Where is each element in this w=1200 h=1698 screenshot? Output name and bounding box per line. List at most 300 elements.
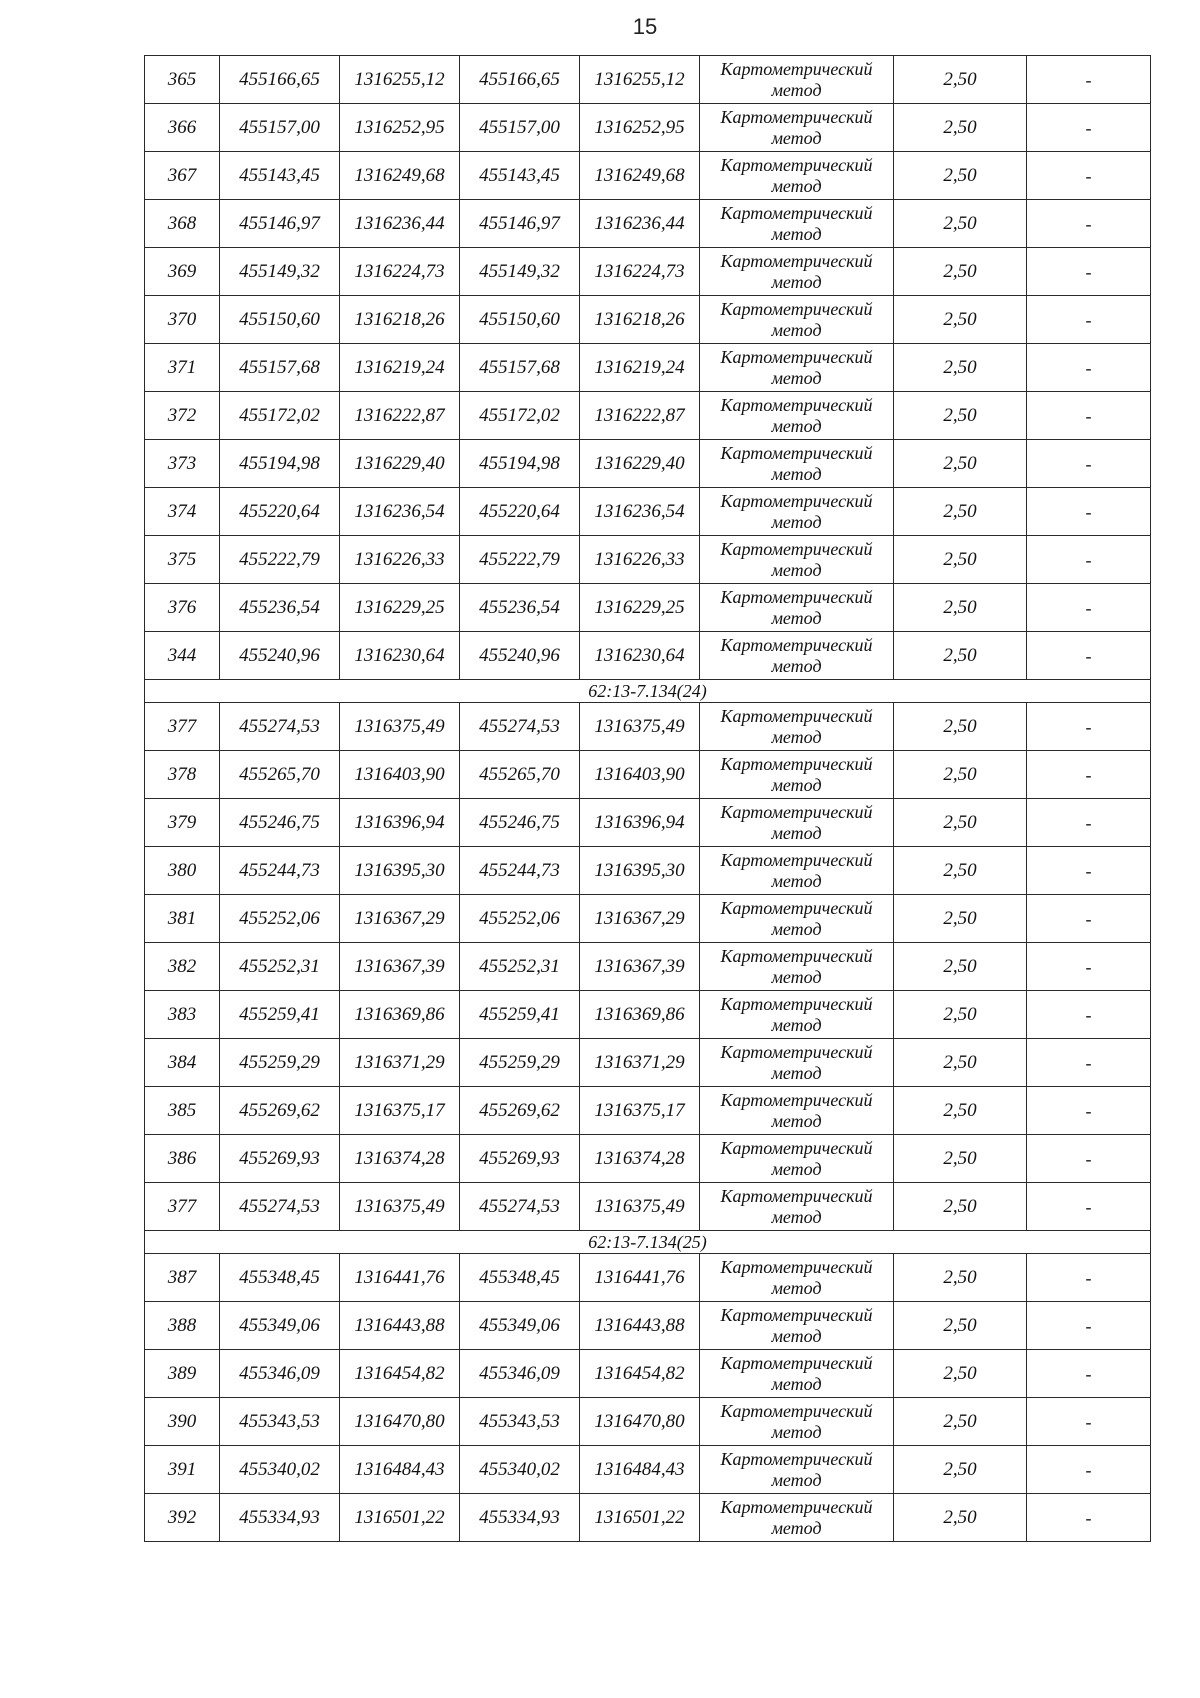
method-line-1: Картометрический [720,1256,873,1277]
new-y-cell: 1316369,86 [580,991,700,1039]
existing-x-cell: 455349,06 [220,1302,340,1350]
point-number-cell: 389 [145,1350,220,1398]
accuracy-cell: 2,50 [894,296,1027,344]
table-row [145,344,1151,392]
table-row [145,703,1151,751]
table-row [145,56,1151,104]
point-number-cell: 384 [145,1039,220,1087]
existing-x-cell: 455166,65 [220,56,340,104]
method-line-2: метод [771,607,822,628]
method-cell [700,584,894,632]
description-cell: - [1027,1183,1151,1231]
method-cell [700,488,894,536]
new-x-cell: 455259,41 [460,991,580,1039]
accuracy-cell: 2,50 [894,536,1027,584]
table-row [145,751,1151,799]
accuracy-cell: 2,50 [894,1302,1027,1350]
method-cell [700,1446,894,1494]
method-cell [700,799,894,847]
existing-y-cell: 1316395,30 [340,847,460,895]
description-cell: - [1027,703,1151,751]
method-line-1: Картометрический [720,1089,873,1110]
new-x-cell: 455265,70 [460,751,580,799]
existing-x-cell: 455348,45 [220,1254,340,1302]
table-row [145,584,1151,632]
section-header-row [145,680,1151,703]
method-cell [700,703,894,751]
accuracy-cell: 2,50 [894,1039,1027,1087]
method-line-2: метод [771,870,822,891]
method-line-2: метод [771,1469,822,1490]
existing-x-cell: 455244,73 [220,847,340,895]
description-cell: - [1027,799,1151,847]
existing-y-cell: 1316369,86 [340,991,460,1039]
existing-y-cell: 1316484,43 [340,1446,460,1494]
table-row [145,248,1151,296]
method-line-2: метод [771,822,822,843]
method-cell [700,751,894,799]
new-x-cell: 455150,60 [460,296,580,344]
new-y-cell: 1316367,39 [580,943,700,991]
new-x-cell: 455236,54 [460,584,580,632]
description-cell: - [1027,1302,1151,1350]
accuracy-cell: 2,50 [894,584,1027,632]
accuracy-cell: 2,50 [894,248,1027,296]
method-line-2: метод [771,175,822,196]
existing-x-cell: 455269,62 [220,1087,340,1135]
method-line-1: Картометрический [720,1352,873,1373]
existing-y-cell: 1316236,44 [340,200,460,248]
new-x-cell: 455244,73 [460,847,580,895]
method-line-1: Картометрический [720,753,873,774]
method-cell [700,1039,894,1087]
accuracy-cell: 2,50 [894,200,1027,248]
method-line-2: метод [771,1110,822,1131]
new-y-cell: 1316229,25 [580,584,700,632]
point-number-cell: 374 [145,488,220,536]
accuracy-cell: 2,50 [894,152,1027,200]
method-line-1: Картометрический [720,1185,873,1206]
point-number-cell: 379 [145,799,220,847]
new-x-cell: 455269,62 [460,1087,580,1135]
new-x-cell: 455346,09 [460,1350,580,1398]
method-line-1: Картометрический [720,106,873,127]
method-line-2: метод [771,319,822,340]
method-line-2: метод [771,1421,822,1442]
method-line-1: Картометрический [720,490,873,511]
method-cell [700,56,894,104]
existing-y-cell: 1316224,73 [340,248,460,296]
table-row [145,632,1151,680]
new-x-cell: 455269,93 [460,1135,580,1183]
accuracy-cell: 2,50 [894,488,1027,536]
section-title: 62:13-7.134(25) [145,1231,1151,1254]
existing-y-cell: 1316226,33 [340,536,460,584]
existing-x-cell: 455252,06 [220,895,340,943]
description-cell: - [1027,632,1151,680]
table-row [145,1135,1151,1183]
method-line-1: Картометрический [720,849,873,870]
accuracy-cell: 2,50 [894,56,1027,104]
method-line-1: Картометрический [720,945,873,966]
existing-x-cell: 455146,97 [220,200,340,248]
point-number-cell: 382 [145,943,220,991]
method-line-2: метод [771,726,822,747]
existing-y-cell: 1316443,88 [340,1302,460,1350]
new-y-cell: 1316443,88 [580,1302,700,1350]
point-number-cell: 385 [145,1087,220,1135]
table-row [145,392,1151,440]
description-cell: - [1027,1350,1151,1398]
description-cell: - [1027,1135,1151,1183]
existing-y-cell: 1316219,24 [340,344,460,392]
new-y-cell: 1316226,33 [580,536,700,584]
description-cell: - [1027,56,1151,104]
new-y-cell: 1316441,76 [580,1254,700,1302]
method-line-1: Картометрический [720,1304,873,1325]
method-line-1: Картометрический [720,154,873,175]
existing-y-cell: 1316454,82 [340,1350,460,1398]
table-row [145,488,1151,536]
existing-y-cell: 1316470,80 [340,1398,460,1446]
method-cell [700,1135,894,1183]
point-number-cell: 373 [145,440,220,488]
method-cell [700,1183,894,1231]
new-y-cell: 1316236,44 [580,200,700,248]
existing-y-cell: 1316222,87 [340,392,460,440]
new-y-cell: 1316375,17 [580,1087,700,1135]
accuracy-cell: 2,50 [894,1135,1027,1183]
existing-y-cell: 1316229,40 [340,440,460,488]
new-y-cell: 1316224,73 [580,248,700,296]
point-number-cell: 376 [145,584,220,632]
method-line-1: Картометрический [720,1400,873,1421]
new-x-cell: 455220,64 [460,488,580,536]
new-x-cell: 455172,02 [460,392,580,440]
method-line-1: Картометрический [720,442,873,463]
existing-x-cell: 455157,00 [220,104,340,152]
point-number-cell: 380 [145,847,220,895]
accuracy-cell: 2,50 [894,895,1027,943]
description-cell: - [1027,895,1151,943]
existing-y-cell: 1316252,95 [340,104,460,152]
existing-x-cell: 455274,53 [220,1183,340,1231]
section-header-row [145,1231,1151,1254]
accuracy-cell: 2,50 [894,703,1027,751]
method-line-1: Картометрический [720,298,873,319]
table-row [145,440,1151,488]
method-cell [700,296,894,344]
new-x-cell: 455240,96 [460,632,580,680]
table-row [145,200,1151,248]
new-x-cell: 455166,65 [460,56,580,104]
method-line-1: Картометрический [720,1041,873,1062]
method-line-1: Картометрический [720,705,873,726]
table-row [145,1350,1151,1398]
existing-y-cell: 1316441,76 [340,1254,460,1302]
method-line-2: метод [771,511,822,532]
accuracy-cell: 2,50 [894,632,1027,680]
method-cell [700,1398,894,1446]
accuracy-cell: 2,50 [894,991,1027,1039]
method-cell [700,392,894,440]
accuracy-cell: 2,50 [894,344,1027,392]
new-y-cell: 1316229,40 [580,440,700,488]
existing-y-cell: 1316367,39 [340,943,460,991]
existing-x-cell: 455265,70 [220,751,340,799]
point-number-cell: 387 [145,1254,220,1302]
existing-x-cell: 455240,96 [220,632,340,680]
existing-x-cell: 455157,68 [220,344,340,392]
method-cell [700,847,894,895]
accuracy-cell: 2,50 [894,799,1027,847]
new-x-cell: 455343,53 [460,1398,580,1446]
method-cell [700,1087,894,1135]
table-row [145,895,1151,943]
existing-x-cell: 455246,75 [220,799,340,847]
accuracy-cell: 2,50 [894,1087,1027,1135]
method-cell [700,248,894,296]
method-cell [700,1350,894,1398]
new-y-cell: 1316371,29 [580,1039,700,1087]
method-line-1: Картометрический [720,897,873,918]
table-row [145,799,1151,847]
existing-x-cell: 455259,29 [220,1039,340,1087]
method-cell [700,200,894,248]
point-number-cell: 377 [145,703,220,751]
existing-y-cell: 1316403,90 [340,751,460,799]
method-line-2: метод [771,1373,822,1394]
new-x-cell: 455146,97 [460,200,580,248]
method-cell [700,1494,894,1542]
existing-x-cell: 455346,09 [220,1350,340,1398]
method-line-2: метод [771,1325,822,1346]
method-cell [700,104,894,152]
accuracy-cell: 2,50 [894,943,1027,991]
table-row [145,1494,1151,1542]
table-row [145,1398,1151,1446]
point-number-cell: 368 [145,200,220,248]
accuracy-cell: 2,50 [894,1446,1027,1494]
point-number-cell: 390 [145,1398,220,1446]
method-line-2: метод [771,127,822,148]
method-line-1: Картометрический [720,993,873,1014]
new-x-cell: 455222,79 [460,536,580,584]
point-number-cell: 371 [145,344,220,392]
existing-y-cell: 1316236,54 [340,488,460,536]
method-line-1: Картометрический [720,634,873,655]
method-line-1: Картометрический [720,1496,873,1517]
accuracy-cell: 2,50 [894,392,1027,440]
point-number-cell: 378 [145,751,220,799]
method-line-2: метод [771,415,822,436]
existing-x-cell: 455143,45 [220,152,340,200]
method-line-2: метод [771,918,822,939]
table-row [145,847,1151,895]
new-x-cell: 455157,00 [460,104,580,152]
table-row [145,991,1151,1039]
method-line-2: метод [771,463,822,484]
description-cell: - [1027,1254,1151,1302]
description-cell: - [1027,536,1151,584]
description-cell: - [1027,847,1151,895]
method-line-1: Картометрический [720,346,873,367]
point-number-cell: 386 [145,1135,220,1183]
new-y-cell: 1316484,43 [580,1446,700,1494]
method-cell [700,1302,894,1350]
point-number-cell: 372 [145,392,220,440]
method-line-2: метод [771,966,822,987]
existing-x-cell: 455149,32 [220,248,340,296]
new-x-cell: 455340,02 [460,1446,580,1494]
existing-y-cell: 1316230,64 [340,632,460,680]
accuracy-cell: 2,50 [894,847,1027,895]
new-y-cell: 1316236,54 [580,488,700,536]
method-line-2: метод [771,271,822,292]
new-x-cell: 455274,53 [460,703,580,751]
existing-y-cell: 1316229,25 [340,584,460,632]
method-line-2: метод [771,1014,822,1035]
new-y-cell: 1316230,64 [580,632,700,680]
new-y-cell: 1316252,95 [580,104,700,152]
existing-y-cell: 1316374,28 [340,1135,460,1183]
description-cell: - [1027,584,1151,632]
accuracy-cell: 2,50 [894,1398,1027,1446]
description-cell: - [1027,152,1151,200]
description-cell: - [1027,1398,1151,1446]
accuracy-cell: 2,50 [894,1350,1027,1398]
method-cell [700,152,894,200]
existing-y-cell: 1316375,49 [340,703,460,751]
method-line-2: метод [771,1277,822,1298]
method-line-1: Картометрический [720,538,873,559]
new-y-cell: 1316470,80 [580,1398,700,1446]
existing-x-cell: 455236,54 [220,584,340,632]
existing-y-cell: 1316375,49 [340,1183,460,1231]
existing-y-cell: 1316255,12 [340,56,460,104]
new-x-cell: 455157,68 [460,344,580,392]
description-cell: - [1027,1087,1151,1135]
page-number: 15 [632,14,658,39]
point-number-cell: 367 [145,152,220,200]
method-line-2: метод [771,1517,822,1538]
existing-y-cell: 1316367,29 [340,895,460,943]
existing-x-cell: 455220,64 [220,488,340,536]
existing-y-cell: 1316375,17 [340,1087,460,1135]
description-cell: - [1027,296,1151,344]
method-cell [700,943,894,991]
new-y-cell: 1316395,30 [580,847,700,895]
method-line-1: Картометрический [720,250,873,271]
method-line-2: метод [771,367,822,388]
point-number-cell: 381 [145,895,220,943]
method-cell [700,536,894,584]
method-cell [700,895,894,943]
existing-x-cell: 455334,93 [220,1494,340,1542]
description-cell: - [1027,440,1151,488]
existing-x-cell: 455172,02 [220,392,340,440]
existing-x-cell: 455343,53 [220,1398,340,1446]
coordinates-table [144,55,1151,1542]
method-cell [700,440,894,488]
table-row [145,1039,1151,1087]
description-cell: - [1027,991,1151,1039]
existing-x-cell: 455274,53 [220,703,340,751]
description-cell: - [1027,200,1151,248]
table-row [145,1302,1151,1350]
description-cell: - [1027,943,1151,991]
point-number-cell: 392 [145,1494,220,1542]
method-line-2: метод [771,1158,822,1179]
new-x-cell: 455194,98 [460,440,580,488]
existing-y-cell: 1316249,68 [340,152,460,200]
point-number-cell: 375 [145,536,220,584]
description-cell: - [1027,392,1151,440]
description-cell: - [1027,1446,1151,1494]
accuracy-cell: 2,50 [894,1254,1027,1302]
accuracy-cell: 2,50 [894,1494,1027,1542]
new-y-cell: 1316222,87 [580,392,700,440]
description-cell: - [1027,248,1151,296]
method-line-1: Картометрический [720,1137,873,1158]
table-row [145,1087,1151,1135]
existing-x-cell: 455150,60 [220,296,340,344]
method-line-2: метод [771,223,822,244]
point-number-cell: 366 [145,104,220,152]
table-row [145,104,1151,152]
point-number-cell: 370 [145,296,220,344]
existing-y-cell: 1316218,26 [340,296,460,344]
existing-x-cell: 455252,31 [220,943,340,991]
table-row [145,1183,1151,1231]
method-line-1: Картометрический [720,586,873,607]
existing-y-cell: 1316371,29 [340,1039,460,1087]
method-line-1: Картометрический [720,58,873,79]
description-cell: - [1027,1039,1151,1087]
new-x-cell: 455274,53 [460,1183,580,1231]
new-y-cell: 1316374,28 [580,1135,700,1183]
existing-x-cell: 455340,02 [220,1446,340,1494]
point-number-cell: 383 [145,991,220,1039]
description-cell: - [1027,488,1151,536]
description-cell: - [1027,344,1151,392]
new-x-cell: 455252,31 [460,943,580,991]
existing-x-cell: 455269,93 [220,1135,340,1183]
method-cell [700,991,894,1039]
existing-x-cell: 455222,79 [220,536,340,584]
method-line-1: Картометрический [720,394,873,415]
existing-y-cell: 1316501,22 [340,1494,460,1542]
existing-y-cell: 1316396,94 [340,799,460,847]
new-y-cell: 1316454,82 [580,1350,700,1398]
table-row [145,943,1151,991]
new-y-cell: 1316218,26 [580,296,700,344]
new-x-cell: 455143,45 [460,152,580,200]
new-x-cell: 455259,29 [460,1039,580,1087]
accuracy-cell: 2,50 [894,1183,1027,1231]
point-number-cell: 377 [145,1183,220,1231]
accuracy-cell: 2,50 [894,104,1027,152]
point-number-cell: 388 [145,1302,220,1350]
new-x-cell: 455349,06 [460,1302,580,1350]
table-row [145,1446,1151,1494]
existing-x-cell: 455194,98 [220,440,340,488]
table-row [145,1254,1151,1302]
accuracy-cell: 2,50 [894,440,1027,488]
section-title: 62:13-7.134(24) [145,680,1151,703]
method-cell [700,632,894,680]
new-y-cell: 1316249,68 [580,152,700,200]
